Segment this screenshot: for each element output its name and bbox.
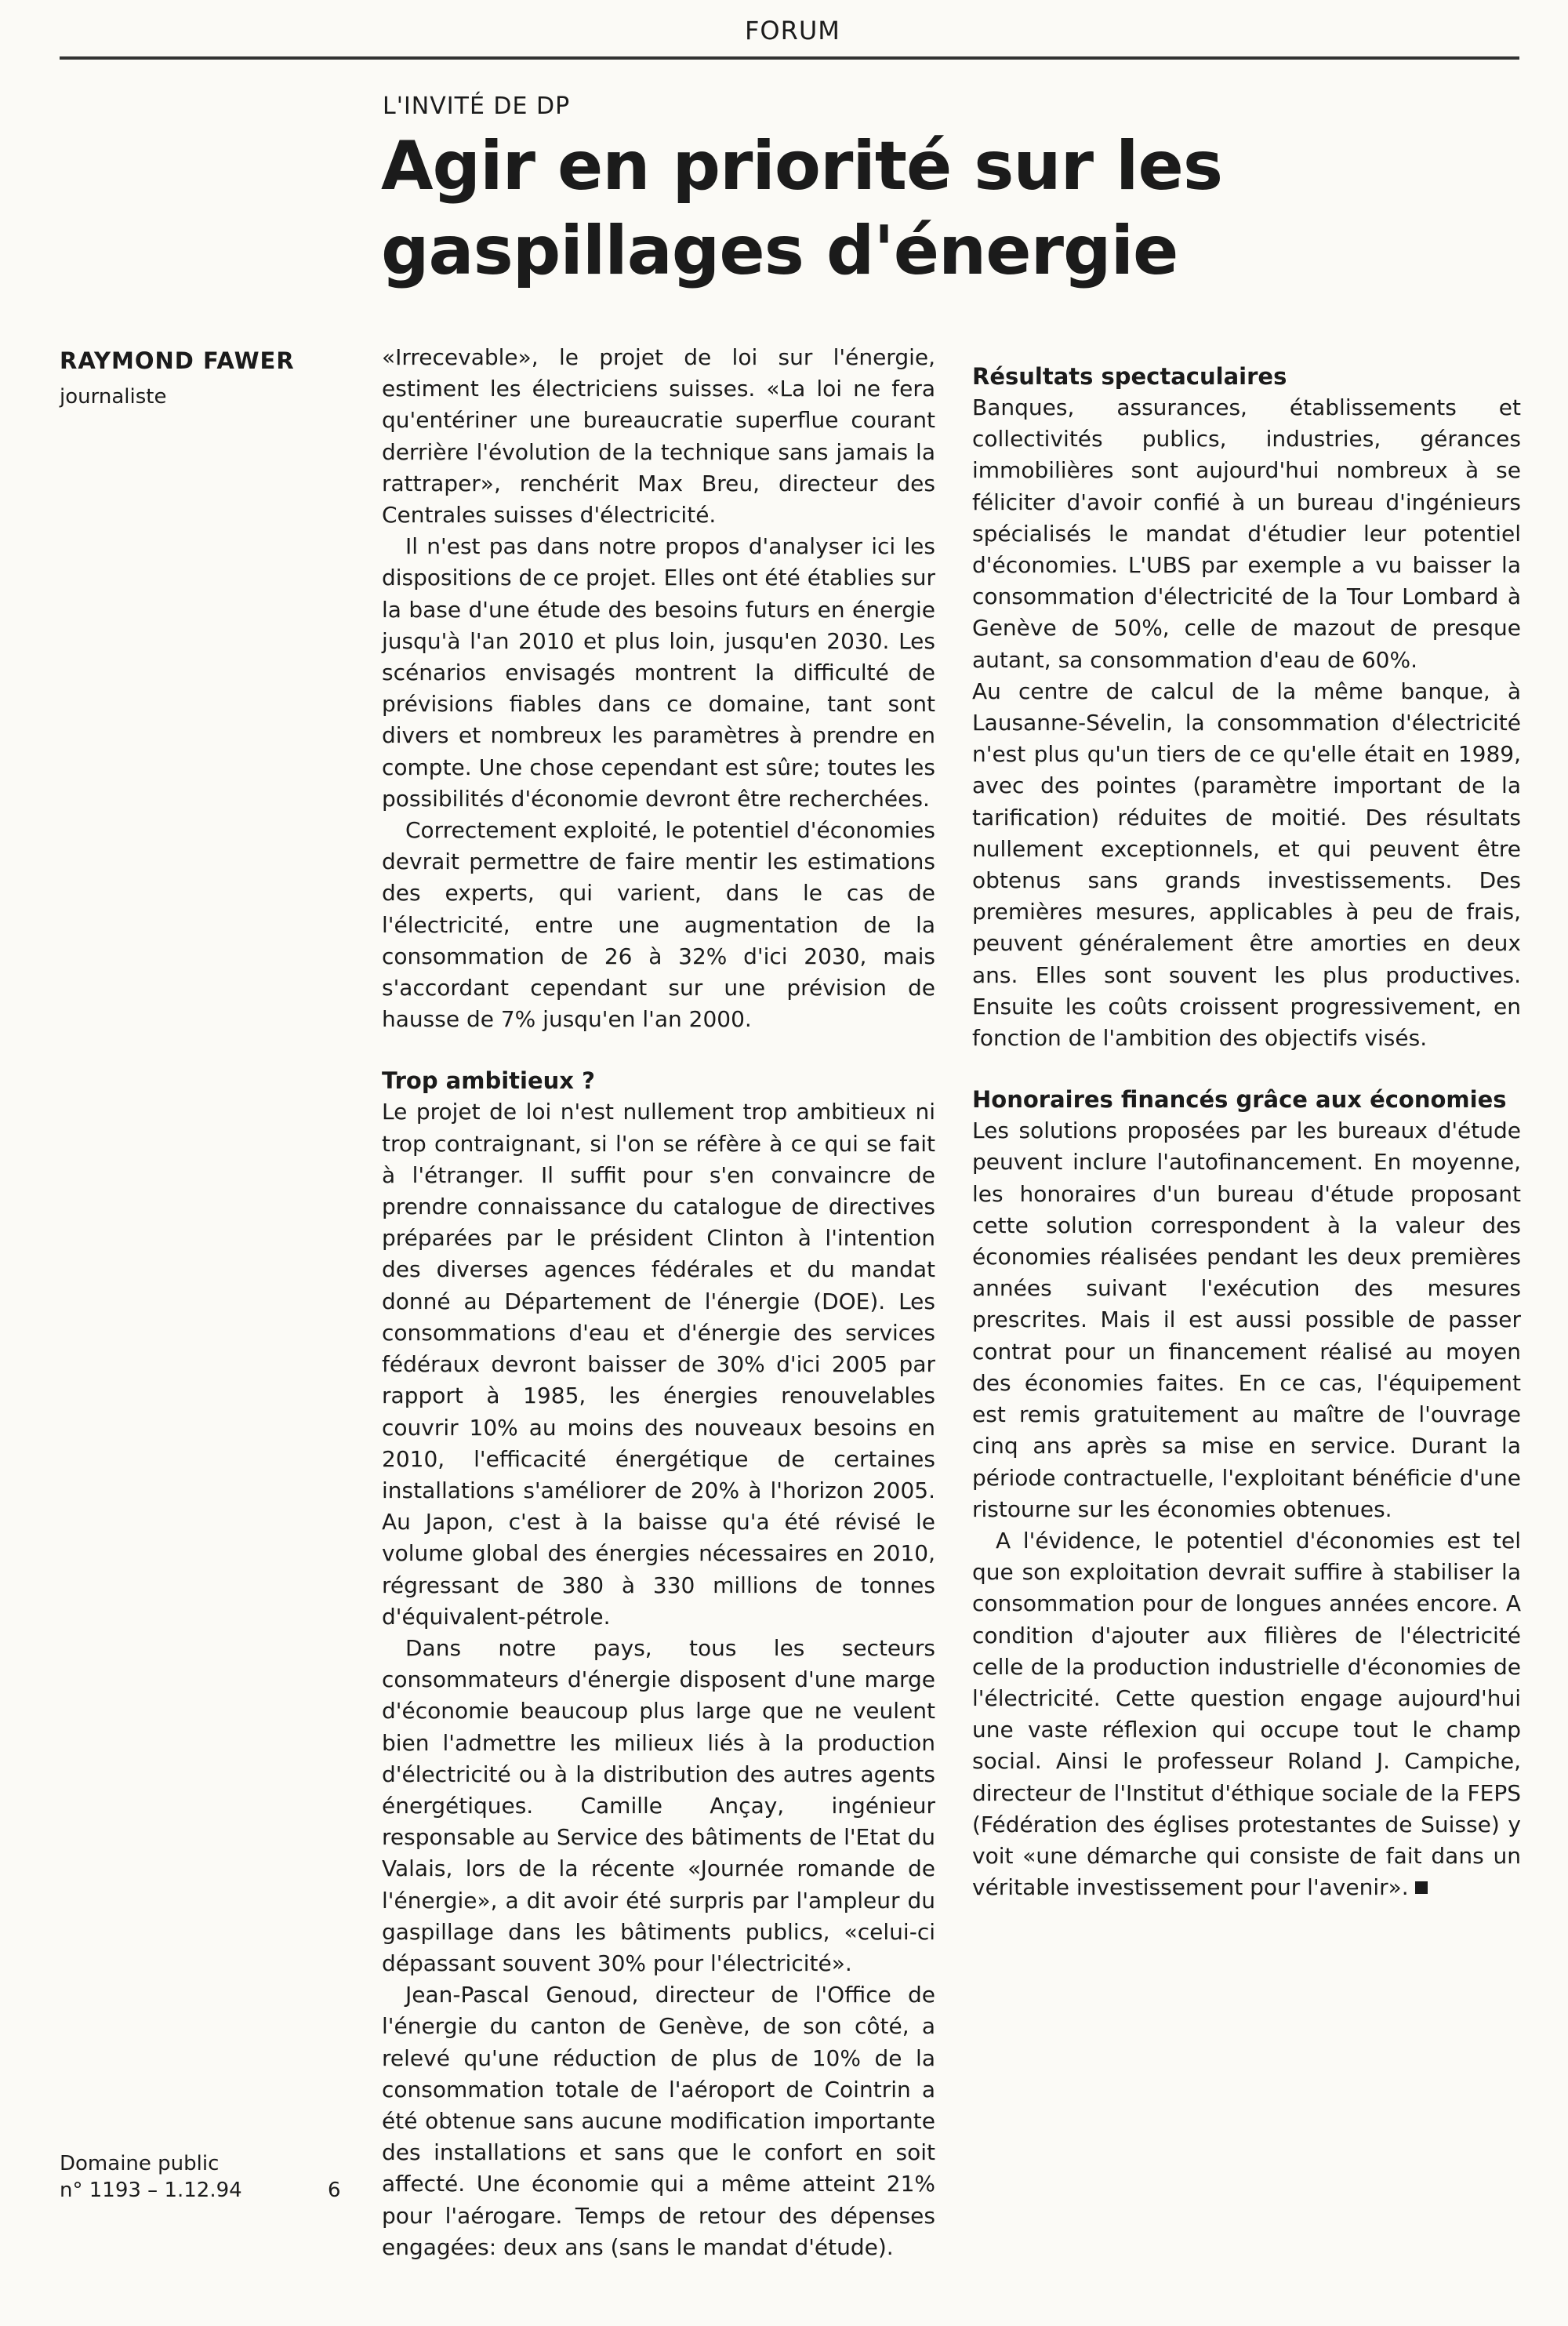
article-column-1 (382, 342, 935, 2263)
article-column-2 (972, 342, 1521, 1903)
paragraph: Au centre de calcul de la même banque, à Lausanne-Sévelin, la consommation d'électricité n'est plus qu'un tiers de ce qu'elle était en 1989, avec des pointes (paramètre important de la tarification) réduites de moitié. Des résultats nullement exceptionnels, et qui peuvent être obtenus sans grands investissements. Des premières mesures, applicables à peu de frais, peuvent généralement être amorties en deux ans. Elles sont souvent les plus productives. Ensuite les coûts croissent progressivement, en fonction de l'ambition des objectifs visés. (972, 678, 1521, 1052)
paragraph: Jean-Pascal Genoud, directeur de l'Office de l'énergie du canton de Genève, de son côté, a relevé qu'une réduction de plus de 10% de la consommation totale de l'aéroport de Cointrin a été obtenue sans aucune modification importante des installations et sans que le confort en soit affecté. Une économie qui a même atteint 21% pour l'aérogare. Temps de retour des dépenses engagées: deux ans (sans le mandat d'étude). (382, 1982, 935, 2260)
header-rule (60, 56, 1519, 60)
page-number: 6 (328, 2179, 341, 2202)
subheading: Résultats spectaculaires (972, 363, 1287, 390)
publication-name: Domaine public (60, 2152, 220, 2175)
paragraph-text: A l'évidence, le potentiel d'économies est tel que son exploitation devrait suffire à stabiliser la consommation pour de longues années encore. A condition d'ajouter aux filières de l'électricité celle de la production industrielle d'économies de l'électricité. Cette question engage aujourd'hui une vaste réflexion qui occupe tout le champ social. Ainsi le professeur Roland J. Campiche, directeur de l'Institut d'éthique sociale de la FEPS (Fédération des églises protestantes de Suisse) y voit «une démarche qui consiste de fait dans un véritable investissement pour l'avenir». (972, 1527, 1521, 1901)
paragraph: Correctement exploité, le potentiel d'économies devrait permettre de faire mentir les estimations des experts, qui varient, dans le cas de l'électricité, entre une augmentation de la consommation de 26 à 32% d'ici 2030, mais s'accordant cependant sur une prévision de hausse de 7% jusqu'en l'an 2000. (382, 817, 935, 1033)
author-block (60, 345, 342, 413)
author-name: RAYMOND FAWER (60, 347, 295, 374)
paragraph: «Irrecevable», le projet de loi sur l'énergie, estiment les électriciens suisses. «La loi ne fera qu'entériner une bureaucratie superflue courant derrière l'évolution de la technique sans jamais la rattraper», renchérit Max Breu, directeur des Centrales suisses d'électricité. (382, 344, 935, 529)
kicker: L'INVITÉ DE DP (383, 93, 571, 120)
paragraph (972, 1525, 1521, 1903)
paragraph: Les solutions proposées par les bureaux d'étude peuvent inclure l'autofinancement. En moyenne, les honoraires d'un bureau d'étude proposant cette solution correspondent à la valeur des économies réalisées pendant les deux premières années suivant l'exécution des mesures prescrites. Mais il est aussi possible de passer contrat pour un financement réalisé au moyen des économies faites. En ce cas, l'équipement est remis gratuitement au maître de l'ouvrage cinq ans après sa mise en service. Durant la période contractuelle, l'exploitant bénéficie d'une ristourne sur les économies obtenues. (972, 1118, 1521, 1522)
subheading: Trop ambitieux ? (382, 1067, 595, 1095)
paragraph: Banques, assurances, établissements et collectivités publics, industries, gérances immobilières sont aujourd'hui nombreux à se féliciter d'avoir confié à un bureau d'ingénieurs spécialisés le mandat d'étudier leur potentiel d'économies. L'UBS par exemple a vu baisser la consommation d'électricité de la Tour Lombard à Genève de 50%, celle de mazout de presque autant, sa consommation d'eau de 60%. (972, 394, 1521, 673)
end-mark-icon (1415, 1881, 1428, 1894)
footer (60, 2150, 242, 2204)
paragraph: Dans notre pays, tous les secteurs consommateurs d'énergie disposent d'une marge d'économie beaucoup plus large que ne veulent bien l'admettre les milieux liés à la production d'électricité ou à la distribution des autres agents énergétiques. Camille Ançay, ingénieur responsable au Service des bâtiments de l'Etat du Valais, lors de la récente «Journée romande de l'énergie», a dit avoir été surpris par l'ampleur du gaspillage dans les bâtiments publics, «celui-ci dépassant souvent 30% pour l'électricité». (382, 1634, 935, 1976)
section-label: FORUM (745, 16, 840, 45)
author-role: journaliste (60, 385, 167, 409)
paragraph: Il n'est pas dans notre propos d'analyser ici les dispositions de ce projet. Elles ont été établies sur la base d'une étude des besoins futurs en énergie jusqu'à l'an 2010 et plus loin, jusqu'en 2030. Les scénarios envisagés montrent la difficulté de prévisions fiables dans ce domaine, tant sont divers et nombreux les paramètres à prendre en compte. Une chose cependant est sûre; toutes les possibilités d'économie devront être recherchées. (382, 533, 935, 812)
subheading: Honoraires financés grâce aux économies (972, 1086, 1507, 1114)
article-headline: Agir en priorité sur les gaspillages d'énergie (381, 127, 1223, 290)
issue-info: n° 1193 – 1.12.94 (60, 2179, 242, 2202)
paragraph: Le projet de loi n'est nullement trop ambitieux ni trop contraignant, si l'on se réfère à ce qui se fait à l'étranger. Il suffit pour s'en convaincre de prendre connaissance du catalogue de directives préparées par le président Clinton à l'intention des diverses agences fédérales et du mandat donné au Département de l'énergie (DOE). Les consommations d'eau et d'énergie des services fédéraux devront baisser de 30% d'ici 2005 par rapport à 1985, les énergies renouvelables couvrir 10% au moins des nouveaux besoins en 2010, l'efficacité énergétique de certaines installations s'améliorer de 20% à l'horizon 2005. Au Japon, c'est à la baisse qu'a été révisé le volume global des énergies nécessaires en 2010, régressant de 380 à 330 millions de tonnes d'équivalent-pétrole. (382, 1099, 935, 1630)
